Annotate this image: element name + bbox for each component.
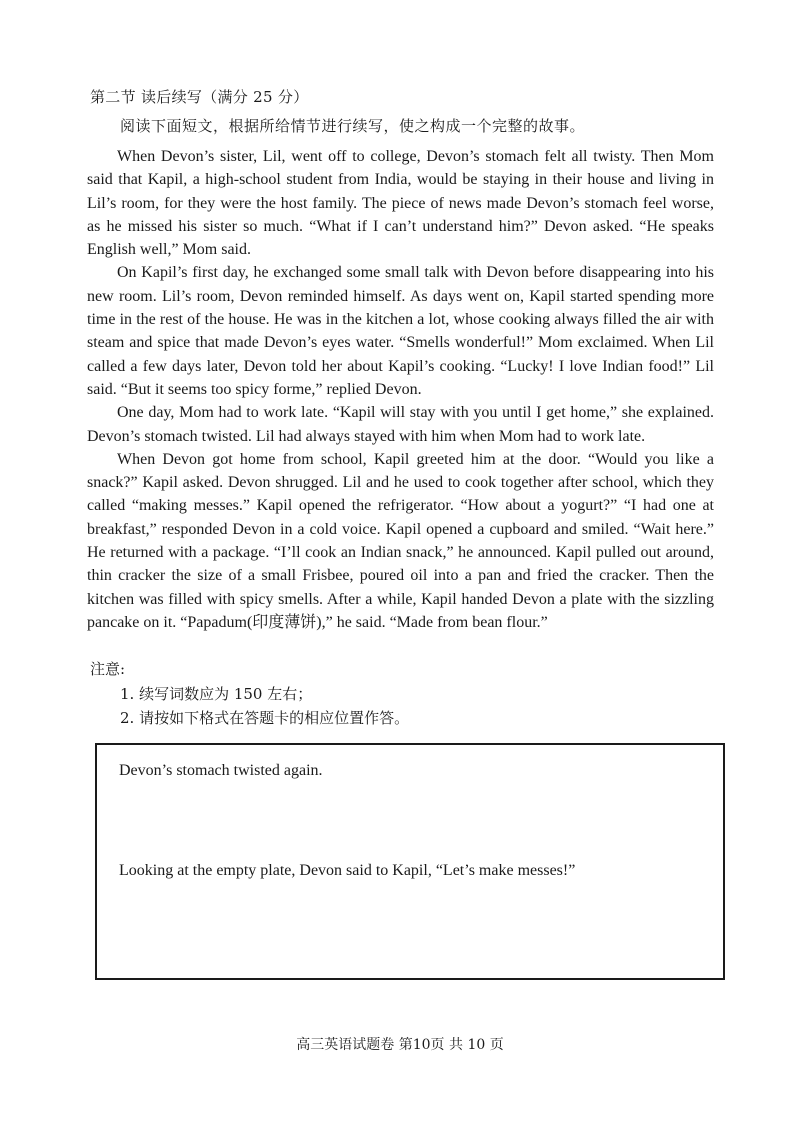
page-footer: 高三英语试题卷 第10页 共 10 页 [296,1037,504,1053]
note-item-word-count: 1. 续写词数应为 150 左右； [120,685,313,703]
story-passage [87,145,714,634]
task-instruction: 阅读下面短文，根据所给情节进行续写，使之构成一个完整的故事。 [120,117,586,135]
story-paragraph-4: When Devon got home from school, Kapil greeted him at the door. “Would you like a snack?” Kapil asked. Devon shrugged. Lil and he used to cook together after school, which they called “making messes.” Kapil opened the refrigerator. “How about a yogurt?” “I had one at breakfast,” responded Devon in a cold voice. Kapil opened a cupboard and smiled. “Wait here.” He returned with a package. “I’ll cook an Indian snack,” he announced. Kapil pulled out around, thin cracker the size of a small Frisbee, poured oil into a pan and fried the cracker. Then the kitchen was filled with spicy smells. After a while, Kapil handed Devon a plate with the sizzling pancake on it. “Papadum(印度薄饼),” he said. “Made from bean flour.” [87,450,714,631]
story-paragraph-2: On Kapil’s first day, he exchanged some small talk with Devon before disappearing into his new room. Lil’s room, Devon reminded himself. As days went on, Kapil started spending more time in the rest of the house. He was in the kitchen a lot, whose cooking always filled the air with steam and spice that made Devon’s eyes water. “Smells wonderful!” Mom exclaimed. When Lil called a few days later, Devon told her about Kapil’s cooking. “Lucky! I love Indian food!” Lil said. “But it seems too spicy forme,” replied Devon. [87,264,714,398]
paragraph-start-2: Looking at the empty plate, Devon said to Kapil, “Let’s make messes!” [119,862,576,879]
story-paragraph-3: One day, Mom had to work late. “Kapil will stay with you until I get home,” she explained. Devon’s stomach twisted. Lil had always stayed with him when Mom had to work late. [87,404,714,445]
section-title: 第二节 读后续写（满分 25 分） [90,88,309,106]
notes-label: 注意: [90,660,126,678]
note-item-format: 2. 请按如下格式在答题卡的相应位置作答。 [120,709,410,727]
story-paragraph-1: When Devon’s sister, Lil, went off to college, Devon’s stomach felt all twisty. Then Mom said that Kapil, a high-school student from India, would be staying in their house and living in Lil’s room, for they were the host family. The piece of news made Devon’s stomach feel worse, as he missed his sister so much. “What if I can’t understand him?” Devon asked. “He speaks English well,” Mom said. [87,148,714,259]
paragraph-start-1: Devon’s stomach twisted again. [119,762,323,779]
answer-box [95,743,725,980]
